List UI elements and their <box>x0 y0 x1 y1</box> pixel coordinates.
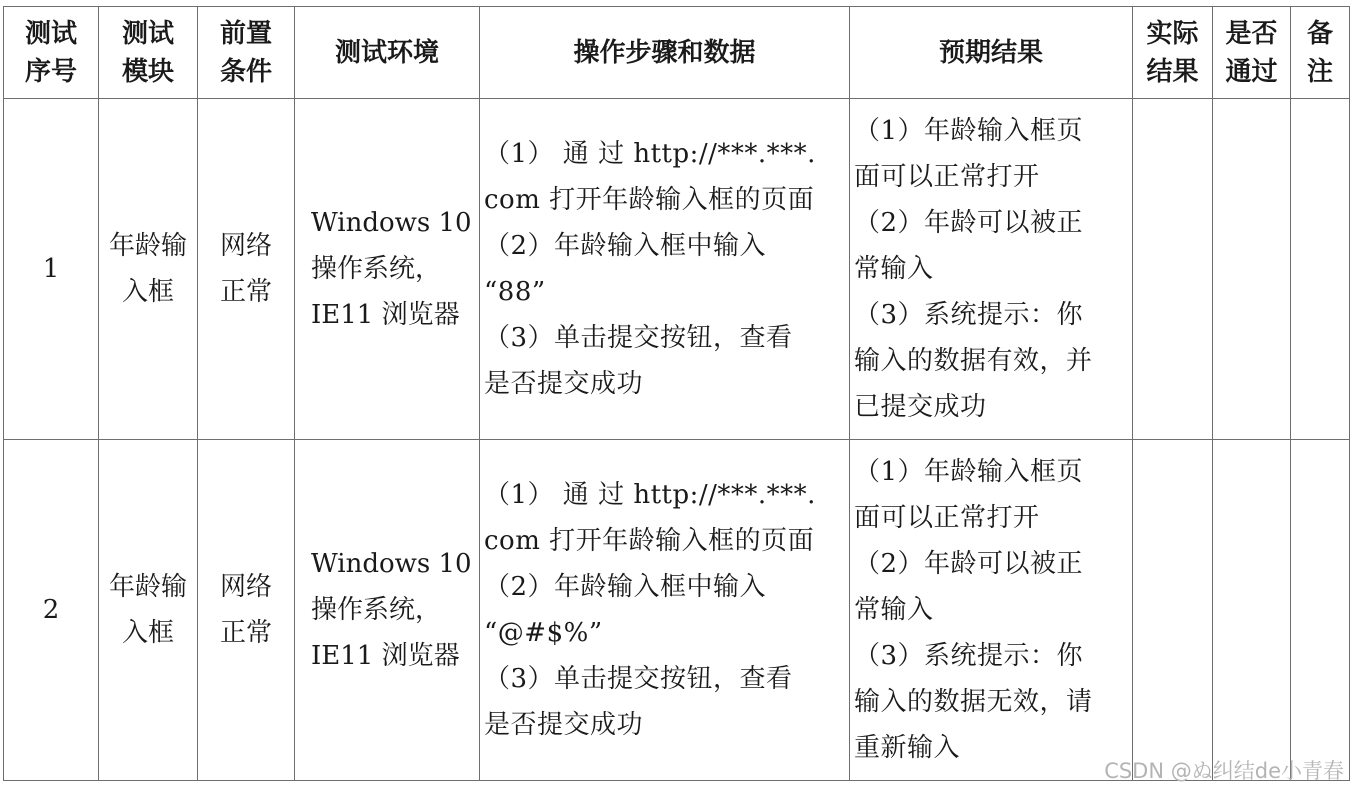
cell-steps-and-data: （1） 通 过 http://***.***. com 打开年龄输入框的页面 （2）年龄输入框中输入 “88” （3）单击提交按钮，查看 是否提交成功 <box>480 99 850 440</box>
cell-test-id: 2 <box>4 440 99 781</box>
header-passed: 是否 通过 <box>1213 7 1291 99</box>
cell-test-environment: Windows 10 操作系统， IE11 浏览器 <box>295 440 480 781</box>
cell-actual-result <box>1133 440 1213 781</box>
cell-test-module: 年龄输 入框 <box>99 99 198 440</box>
cell-test-id: 1 <box>4 99 99 440</box>
header-remarks: 备 注 <box>1291 7 1350 99</box>
header-test-id: 测试 序号 <box>4 7 99 99</box>
cell-test-module: 年龄输 入框 <box>99 440 198 781</box>
header-test-environment: 测试环境 <box>295 7 480 99</box>
header-precondition: 前置 条件 <box>198 7 295 99</box>
header-row <box>4 7 1350 99</box>
header-expected-result: 预期结果 <box>850 7 1133 99</box>
header-steps-and-data: 操作步骤和数据 <box>480 7 850 99</box>
table-row <box>4 440 1350 781</box>
header-test-module: 测试 模块 <box>99 7 198 99</box>
cell-steps-and-data: （1） 通 过 http://***.***. com 打开年龄输入框的页面 （2）年龄输入框中输入 “@#$%” （3）单击提交按钮，查看 是否提交成功 <box>480 440 850 781</box>
csdn-watermark: CSDN @ぬ纠结de小青春 <box>1104 759 1344 783</box>
cell-actual-result <box>1133 99 1213 440</box>
cell-passed <box>1213 99 1291 440</box>
cell-remarks <box>1291 99 1350 440</box>
cell-expected-result: （1）年龄输入框页 面可以正常打开 （2）年龄可以被正 常输入 （3）系统提示：你 输入的数据有效，并 已提交成功 <box>850 99 1133 440</box>
cell-remarks <box>1291 440 1350 781</box>
header-actual-result: 实际 结果 <box>1133 7 1213 99</box>
cell-test-environment: Windows 10 操作系统， IE11 浏览器 <box>295 99 480 440</box>
cell-expected-result: （1）年龄输入框页 面可以正常打开 （2）年龄可以被正 常输入 （3）系统提示：你 输入的数据无效，请 重新输入 <box>850 440 1133 781</box>
cell-precondition: 网络 正常 <box>198 440 295 781</box>
test-case-table <box>3 6 1350 781</box>
table-row <box>4 99 1350 440</box>
cell-precondition: 网络 正常 <box>198 99 295 440</box>
cell-passed <box>1213 440 1291 781</box>
